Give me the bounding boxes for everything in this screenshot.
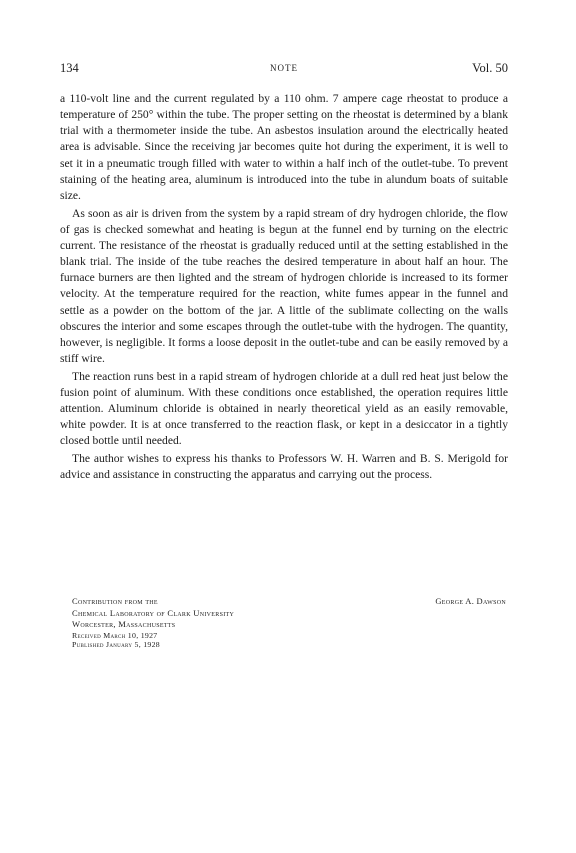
running-title: NOTE	[270, 63, 298, 73]
paragraph-reaction: The reaction runs best in a rapid stream of hydrogen chloride at a dull red heat just below the fusion point of aluminum. With these conditions once established, the operation requires little attention. Aluminum chloride is obtained in nearly theoretical yield as an easily removable, white powder. It is at once transferred to the reaction flask, or kept in a desiccator in a tightly closed bottle until needed.	[60, 369, 508, 448]
volume-label: Vol. 50	[472, 61, 508, 75]
page-header	[60, 61, 508, 79]
page-number: 134	[60, 61, 79, 75]
affiliation-line: Worcester, Massachusetts	[72, 619, 176, 630]
affiliation-line: Contribution from the	[72, 596, 158, 606]
article-body	[60, 91, 508, 483]
paragraph-continuation: a 110-volt line and the current regulated by a 110 ohm. 7 ampere cage rheostat to produce a temperature of 250° within the tube. The proper setting on the rheostat is determined by a blank trial with a thermometer inside the tube. An asbestos insulation around the electrically heated area is advisable. Since the receiving jar becomes quite hot during the experiment, it is well to set it in a pneumatic trough filled with water to within a half inch of the outlet-tube. To prevent staining of the heating area, aluminum is introduced into the tube in alundum boats of suitable size.	[60, 92, 508, 202]
author-name: George A. Dawson	[435, 596, 506, 606]
affiliation	[72, 596, 234, 650]
paragraph-procedure: As soon as air is driven from the system by a rapid stream of dry hydrogen chloride, the flow of gas is checked somewhat and heating is begun at the funnel end by turning on the electric current. The resistance of the rheostat is gradually reduced until at the setting established in the blank trial. The inside of the tube reaches the desired temperature in about half an hour. The furnace burners are then lighted and the stream of hydrogen chloride is increased to its former velocity. At the temperature required for the reaction, white fumes appear in the funnel and settle as a powder on the bottom of the jar. A little of the sublimate collecting on the walls obscures the interior and some escapes through the outlet-tube with the hydrogen. The quantity, however, is negligible. It forms a loose deposit in the outlet-tube and can be easily removed by a stiff wire.	[60, 206, 508, 365]
published-date: Published January 5, 1928	[72, 640, 160, 650]
paragraph-acknowledgment: The author wishes to express his thanks to Professors W. H. Warren and B. S. Merigold for advice and assistance in constructing the apparatus and carrying out the process.	[60, 451, 508, 482]
affiliation-line: Chemical Laboratory of Clark University	[72, 607, 235, 618]
received-date: Received March 10, 1927	[72, 630, 158, 640]
